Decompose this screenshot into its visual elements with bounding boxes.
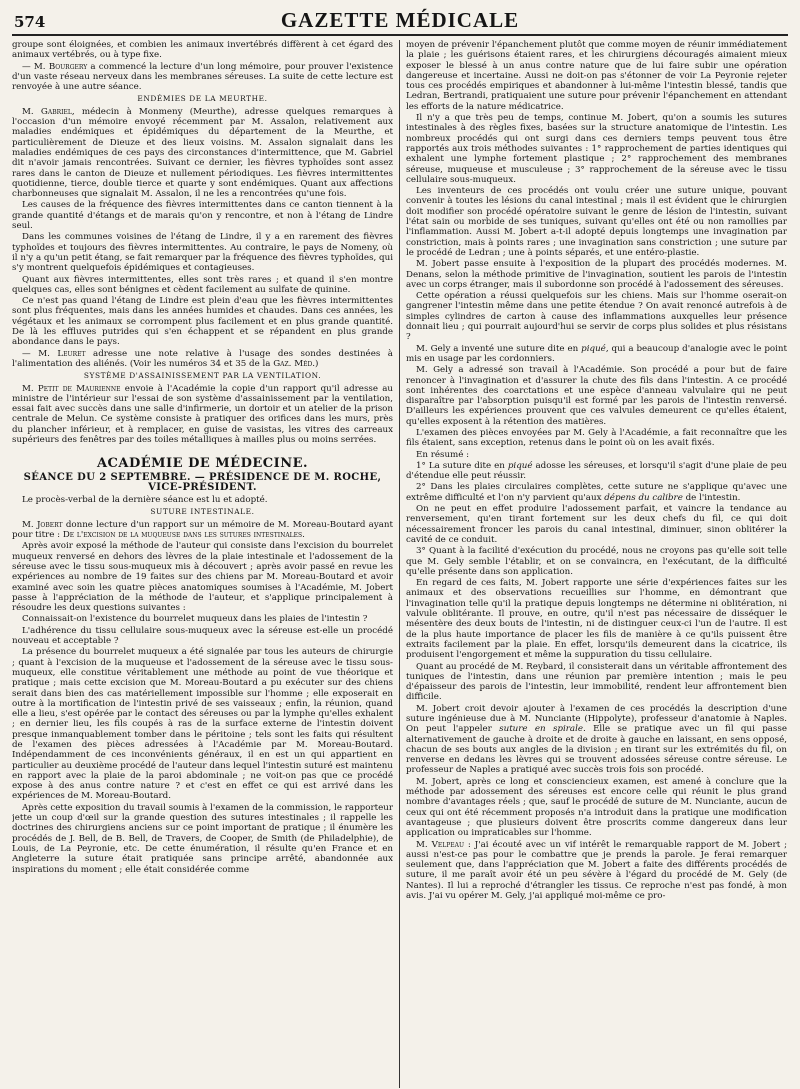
text-run: , qui a beaucoup d'analogie avec le point mis en usage par les cordonniers.	[406, 343, 787, 364]
text-run: 3° Quant à la facilité d'exécution du procédé, nous ne croyons pas qu'elle soit telle que M. Gely semble l'établir, et on se convaincra, en l'exécutant, de la difficulté qu'elle présente dans son application.	[406, 546, 787, 577]
text-run: .	[302, 530, 305, 541]
text-run: )	[315, 358, 319, 369]
text-run: Il n'y a que très peu de temps, continue M. Jobert, qu'on a soumis les sutures intestinales à des règles fixes, basées sur la structure anatomique de l'intestin. Les nombreux procédés qui ont surgi dans ces derniers temps peuvent tous être rapportés aux trois méthodes suivantes : 1° rapprochement de parties identiques qui exhalent une lymphe fortement plastique ; 2° rapprochement des membranes séreuse, muqueuse et musculeuse ; 3° rapprochement de la séreuse avec le tissu cellulaire sous-muqueux.	[406, 113, 787, 185]
text-run: moyen de prévenir l'épanchement plutôt que comme moyen de réunir immédiatement la plaie ; les guérisons étaient rares, et les chirurgiens découragés aimaient mieux exposer le blessé à un anus contre nature que de lui faire subir une opération dangereuse et incertaine. Aussi ne doit-on pas s'étonner de voir La Peyronie rejeter tous ces procédés empiriques et abandonner à lui-même l'intestin blessé, tandis que Ledran, Bertrandi, pratiquaient une suture pour prévenir l'épanchement en attendant les efforts de la nature médicatrice.	[406, 40, 787, 112]
paragraph	[12, 541, 393, 613]
right-column	[406, 40, 787, 1088]
text-run: Les inventeurs de ces procédés ont voulu créer une suture unique, pouvant convenir à toutes les lésions du canal intestinal ; mais il est évident que le chirurgien doit modifier son procédé opératoire suivant le genre de lésion de l'intestin, suivant l'état sain ou morbide de ses tuniques, suivant qu'elles ont été ou non ramollies par l'inflammation. Aussi M. Jobert a-t-il adopté depuis longtemps une invagination par constriction, mais à points rares ; une invagination sans constriction ; une suture par le procédé de Ledran ; une à points séparés, et une entéro-plastie.	[406, 186, 787, 258]
paragraph	[12, 495, 393, 505]
text-run: adosse les séreuses, et lorsqu'il s'agit d'une plaie de peu d'étendue elle peut réussir.	[406, 460, 787, 482]
text-run: Quant aux fièvres intermittentes, elles sont très rares ; et quand il s'en montre quelques cas, elles sont bénignes et cèdent facilement au sulfate de quinine.	[12, 274, 393, 295]
paragraph	[12, 275, 393, 296]
paragraph	[406, 259, 787, 290]
paragraph	[406, 113, 787, 185]
paragraph	[406, 291, 787, 342]
text-run: 2° Dans les plaies circulaires complètes, cette suture ne s'applique qu'avec une extrême difficulté et l'on n'y parvient qu'aux	[406, 482, 787, 503]
text-run: M. Gely a adressé son travail à l'Académie. Son procédé a pour but de faire renoncer à l'invagination et d'assurer la chute des fils dans l'intestin. A ce procédé sont inhérentes des coarctations et une espèce d'anneau valvulaire qui ne peut disparaître par l'absorption puisqu'il est formé par les parois de l'intestin renversé. D'ailleurs les expériences prouvent que ces valvules demeurent ce qu'elles étaient, qu'elles exposent à la rétention des matières.	[406, 365, 787, 427]
text-run: donne lecture d'un rapport sur un mémoire de M. Moreau-Boutard ayant pour titre :	[12, 519, 393, 541]
paragraph	[12, 107, 393, 200]
italic-term: piqué	[581, 343, 606, 354]
text-run: En regard de ces faits, M. Jobert rapporte une série d'expériences faites sur les animaux et des observations recueillies sur l'homme, en démontrant que l'invagination telle qu'il la pratique depuis longtemps ne détermine ni oblitération, ni valvule oblitérante. Il prouve, en outre, qu'il n'est pas nécessaire de disséquer le mésentère des deux bouts de l'intestin, ni de distinguer ceux-ci l'un de l'autre. Il est de la plus haute importance de placer les fils de manière à ce qu'ils puissent être extraits facilement par la plaie. En effet, lorsqu'ils demeurent dans la cicatrice, ils produisent l'engorgement et même la suppuration du tissu cellulaire.	[406, 578, 787, 661]
text-run: : J'ai écouté avec un vif intérêt le remarquable rapport de M. Jobert ; aussi n'est-ce pas pour le combattre que je prends la parole. Je ferai remarquer seulement que, dans l'appréciation que M. Jobert a faite des différents procédés de suture, il me paraît avoir été un peu sévère à l'égard du procédé de M. Gely (de Nantes). Il lui a reproché d'étrangler les tissus. Ce reproche n'est pas fondé, à mon avis. J'ai vu opérer M. Gely, j'ai appliqué moi-même ce pro-	[406, 839, 787, 902]
text-run: En résumé :	[416, 449, 470, 460]
person-name: Gabriel	[40, 106, 72, 117]
paragraph	[406, 482, 787, 503]
paragraph	[12, 803, 393, 875]
text-run: M. Jobert passe ensuite à l'exposition de la plupart des procédés modernes. M. Denans, selon la méthode primitive de l'invagination, soutient les parois de l'intestin avec un corps étranger, mais il subordonne son procédé à l'adossement des séreuses.	[406, 259, 787, 290]
topic-heading: ENDÉMIES DE LA MEURTHE.	[137, 94, 268, 104]
left-column	[12, 40, 393, 1088]
person-name: Velpeau	[431, 839, 465, 850]
paragraph	[406, 662, 787, 703]
paragraph	[406, 186, 787, 258]
paragraph	[406, 578, 787, 660]
text-run: L'examen des pièces envoyées par M. Gely à l'Académie, a fait reconnaître que les fils étaient, sans exception, retenus dans le point où on les avait fixés.	[406, 427, 787, 449]
paragraph	[406, 704, 787, 776]
paragraph	[406, 450, 787, 460]
text-run: — M.	[22, 348, 58, 359]
italic-term: piqué	[507, 460, 533, 471]
text-run: . Elle se pratique avec un fil qui passe alternativement de gauche à droite et de droite à gauche en laissant, en sens opposé, chacun de ses bouts aux angles de la division ; en tirant sur les extrémités du fil, on renverse en dedans les lèvres qui se trouvent adossées séreuse contre séreuse. Le professeur de Naples a pratiqué avec succès trois fois son procédé.	[406, 724, 787, 776]
text-run: Le procès-verbal de la dernière séance est lu et adopté.	[22, 495, 268, 506]
text-run: 1° La suture dite en	[416, 460, 508, 471]
text-run: Connaissait-on l'existence du bourrelet muqueux dans les plaies de l'intestin ?	[22, 614, 368, 625]
topic-heading: SUTURE INTESTINALE.	[150, 507, 255, 517]
paragraph	[12, 200, 393, 231]
italic-term: dépens du calibre	[604, 492, 683, 503]
paragraph	[406, 428, 787, 449]
person-name: Petit de Maurienne	[37, 383, 121, 394]
text-run: La présence du bourrelet muqueux a été signalée par tous les auteurs de chirurgie ; quant à l'excision de la muqueuse et l'adossement de la séreuse avec le tissu sous-muqueux, elle constitue véritablement une méthode au point de vue théorique et pratique ; mais cette excision que M. Moreau-Boutard a pu exécuter sur des chiens serait dans bien des cas matériellement impossible sur l'homme ; elle exposerait en outre à la mortification de l'intestin privé de ses vaisseaux ; enfin, la réunion, quand elle a lieu, s'est opérée par le contact des séreuses ou par la lymphe qu'elles exhalent ; en dernier lieu, les fils coupés à ras de la surface externe de l'intestin doivent presque inmanquablement tomber dans le péritoine ; tels sont les faits qui résultent de l'examen des pièces adressées à l'Académie par M. Moreau-Boutard. Indépendamment de ces inconvénients généraux, il en est un qui appartient en particulier au deuxième procédé de l'auteur dans lequel l'intestin suturé est maintenu en rapport avec la plaie de la paroi abdominale ; ne voit-on pas que ce procédé expose à des anus contre nature ? et c'est en effet ce qui est arrivé dans les expériences de M. Moreau-Boutard.	[12, 647, 393, 802]
text-run: M.	[22, 519, 37, 530]
text-run: M.	[22, 106, 41, 117]
section-heading: ACADÉMIE DE MÉDECINE.	[96, 456, 309, 472]
text-run: de l'intestin.	[682, 492, 741, 503]
text-run: Quant au procédé de M. Reybard, il consisterait dans un véritable affrontement des tuniques de l'intestin, dans une réunion par première intention ; mais le peu d'épaisseur des parois de l'intestin, leur immobilité, rendent leur affrontement bien difficile.	[406, 661, 787, 703]
paragraph	[406, 546, 787, 577]
text-run: Après cette exposition du travail soumis à l'examen de la commission, le rapporteur jette un coup d'œil sur la grande question des sutures intestinales ; il rappelle les doctrines des chirurgiens anciens sur ce point important de pratique ; il énumère les procédés de J. Bell, de B. Bell, de Travers, de Cooper, de Smith (de Philadelphie), de Louis, de La Peyronie, etc. De cette énumération, il résulte qu'en France et en Angleterre la suture était pratiquée sans principe arrêté, abandonnée aux inspirations du moment ; elle était considérée comme	[12, 802, 393, 875]
paragraph	[406, 777, 787, 839]
paragraph	[406, 840, 787, 902]
paragraph	[12, 614, 393, 624]
text-run: Les causes de la fréquence des fièvres intermittentes dans ce canton tiennent à la grande quantité d'étangs et de marais qu'on y rencontre, et non à l'étang de Lindre seul.	[12, 200, 393, 232]
paragraph	[406, 504, 787, 545]
topic-heading: SYSTÈME D'ASSAINISSEMENT PAR LA VENTILATION.	[83, 371, 322, 381]
paragraph	[406, 40, 787, 112]
paragraph	[12, 40, 393, 61]
person-name: Leuret	[57, 348, 86, 359]
text-run: envoie à l'Académie la copie d'un rapport qu'il adresse au ministre de l'intérieur sur l'essai de son système d'assainissement par la ventilation, essai fait avec succès dans une salle d'infirmerie, un dortoir et un atelier de la prison centrale de Melun. Ce système consiste à pratiquer des orifices dans les murs, près du plancher inférieur, et à remplacer, en guise de vasistas, les vitres des carreaux supérieurs des fenêtres par des toiles métalliques à mailles plus ou moins serrées.	[12, 383, 393, 445]
masthead	[12, 6, 788, 36]
journal-title: GAZETTE MÉDICALE	[280, 8, 520, 32]
person-name: De l'excision de la muqueuse dans les sutures intestinales	[62, 530, 303, 541]
paragraph	[12, 349, 393, 370]
text-run: a commencé la lecture d'un long mémoire, pour prouver l'existence d'un vaste réseau nerveux dans les membranes séreuses. La suite de cette lecture est renvoyée à une autre séance.	[12, 61, 393, 93]
paragraph	[12, 296, 393, 347]
text-run: L'adhérence du tissu cellulaire sous-muqueux avec la séreuse est-elle un procédé nouveau et acceptable ?	[12, 625, 393, 647]
column-divider	[399, 40, 400, 1088]
text-run: Ce n'est pas quand l'étang de Lindre est plein d'eau que les fièvres intermittentes sont plus fréquentes, mais dans les années humides et chaudes. Dans ces années, les végétaux et les animaux se corrompent plus facilement et en plus grande quantité. De là les effluves putrides qui s'en échappent et se répandent en plus grande abondance dans le pays.	[12, 296, 393, 348]
italic-term: suture en spirale	[499, 724, 583, 735]
text-run: M. Gely a inventé une suture dite en	[416, 343, 582, 354]
paragraph	[12, 626, 393, 647]
text-run: M. Jobert, après ce long et consciencieux examen, est amené à conclure que la méthode par adossement des séreuses est encore celle qui réunit le plus grand nombre d'avantages réels ; que, sauf le procédé de suture de M. Nunciante, aucun de ceux qui ont été récemment proposés n'a introduit dans la pratique une modification avantageuse ; que plusieurs doivent être proscrits comme dangereux dans leur application ou impraticables sur l'homme.	[406, 776, 787, 839]
paragraph	[406, 461, 787, 482]
text-columns	[12, 40, 788, 1088]
page-number: 574	[14, 13, 46, 31]
paragraph	[406, 365, 787, 427]
paragraph	[12, 520, 393, 541]
text-run: M.	[22, 383, 38, 394]
text-run: M.	[416, 839, 432, 850]
session-heading: SÉANCE DU 2 SEPTEMBRE. — PRÉSIDENCE DE M. ROCHE, VICE-PRÉSIDENT.	[23, 471, 382, 493]
paragraph	[12, 647, 393, 801]
text-run: On ne peut en effet produire l'adossement parfait, et vaincre la tendance au renversement, qu'en tirant fortement sur les deux chefs du fil, ce qui doit nécessairement froncer les parois du canal intestinal, diminuer, sinon oblitérer la cavité de ce conduit.	[406, 504, 787, 545]
text-run: , médecin à Monmeny (Meurthe), adresse quelques remarques à l'occasion d'un mémoire envoyé récemment par M. Assalon, relativement aux maladies endémiques et épidémiques du département de la Meurthe, et particulièrement de Dieuze et des lieux voisins. M. Assalon signalait dans les maladies endémiques de ces pays des circonstances d'intermittence, que M. Gabriel dit n'avoir jamais rencontrées. Suivant ce dernier, les fièvres typhoïdes sont assez rares dans le canton de Dieuze et nullement périodiques. Les fièvres intermittentes quotidienne, tierce, double tierce et quarte y sont endémiques. Quant aux affections charbonneuses que signalait M. Assalon, il ne les a rencontrées qu'une fois.	[12, 106, 393, 200]
person-name: Jobert	[36, 519, 63, 530]
text-run: Cette opération a réussi quelquefois sur les chiens. Mais sur l'homme oserait-on gangrener l'intestin même dans une petite étendue ? On avait renoncé autrefois à de simples cylindres de carton à cause des inflammations auxquelles leur présence donnait lieu ; qui pourrait aujourd'hui se servir de corps plus solides et plus résistans ?	[406, 291, 787, 343]
text-run: adresse une note relative à l'usage des sondes destinées à l'alimentation des aliénés. (Voir les numéros 34 et 35 de la	[12, 348, 393, 369]
text-run: Dans les communes voisines de l'étang de Lindre, il y a en rarement des fièvres typhoïdes et toujours des fièvres intermittentes. Au contraire, le pays de Nomeny, où il n'y a qu'un petit étang, se fait remarquer par la fréquence des fièvres typhoïdes, qui s'y montrent quelquefois épidémiques et contagieuses.	[12, 232, 393, 274]
text-run: — M.	[22, 61, 49, 72]
paragraph	[12, 62, 393, 93]
paragraph	[406, 344, 787, 365]
person-name: Bourgery	[48, 61, 88, 72]
text-run: Après avoir exposé la méthode de l'auteur qui consiste dans l'excision du bourrelet muqueux renversé en dehors des lèvres de la plaie intestinale et l'adossement de la séreuse avec le tissu sous-muqueux mis à découvert ; après avoir passé en revue les expériences au nombre de 19 faites sur des chiens par M. Moreau-Boutard et avoir examiné avec soin les quatre pièces anatomiques soumises à l'Académie, M. Jobert passe à l'appréciation de la méthode de l'auteur, et s'applique principalement à résoudre les deux questions suivantes :	[12, 541, 393, 614]
paragraph	[12, 232, 393, 273]
text-run: M. Jobert croit devoir ajouter à l'examen de ces procédés la description d'une suture ingénieuse due à M. Nunciante (Hippolyte), professeur d'anatomie à Naples. On peut l'appeler	[406, 703, 787, 735]
person-name: Gaz. Méd.	[273, 358, 316, 369]
text-run: groupe sont éloignées, et combien les animaux invertébrés diffèrent à cet égard des animaux vertébrés, ou à type fixe.	[12, 40, 393, 61]
paragraph	[12, 384, 393, 446]
